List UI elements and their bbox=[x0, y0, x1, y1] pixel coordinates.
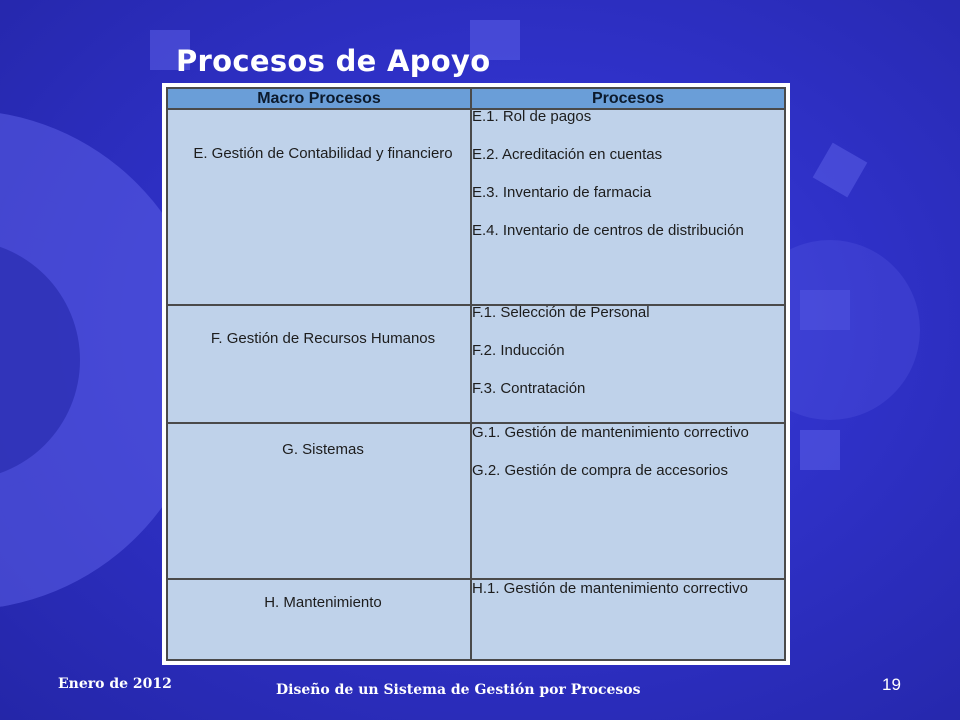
macro-label: E. Gestión de Contabilidad y financiero bbox=[193, 145, 453, 162]
process-item: E.2. Acreditación en cuentas bbox=[472, 146, 663, 163]
process-cell bbox=[471, 109, 785, 305]
footer-title: Diseño de un Sistema de Gestión por Procesos bbox=[276, 682, 641, 698]
macro-cell bbox=[167, 109, 471, 305]
process-table bbox=[166, 87, 786, 661]
macro-cell bbox=[167, 305, 471, 423]
process-item: E.3. Inventario de farmacia bbox=[472, 184, 652, 201]
process-item: F.1. Selección de Personal bbox=[472, 304, 650, 321]
process-item: E.4. Inventario de centros de distribución bbox=[472, 222, 744, 239]
process-item: G.2. Gestión de compra de accesorios bbox=[472, 462, 728, 479]
process-item: G.1. Gestión de mantenimiento correctivo bbox=[472, 424, 749, 441]
process-item: E.1. Rol de pagos bbox=[472, 108, 592, 125]
header-macro-procesos: Macro Procesos bbox=[167, 88, 471, 109]
footer-date: Enero de 2012 bbox=[58, 676, 172, 692]
macro-label: G. Sistemas bbox=[282, 441, 364, 458]
macro-cell bbox=[167, 423, 471, 579]
macro-label: H. Mantenimiento bbox=[264, 594, 382, 611]
header-procesos: Procesos bbox=[471, 88, 785, 109]
process-cell bbox=[471, 423, 785, 579]
table-row bbox=[167, 109, 785, 305]
table-row bbox=[167, 423, 785, 579]
slide-title: Procesos de Apoyo bbox=[176, 44, 491, 78]
table-row bbox=[167, 579, 785, 660]
macro-cell bbox=[167, 579, 471, 660]
process-table-frame bbox=[162, 83, 790, 665]
table-row bbox=[167, 305, 785, 423]
process-cell bbox=[471, 305, 785, 423]
process-item: F.3. Contratación bbox=[472, 380, 586, 397]
process-item: H.1. Gestión de mantenimiento correctivo bbox=[472, 580, 748, 597]
macro-label: F. Gestión de Recursos Humanos bbox=[210, 330, 436, 347]
process-item: F.2. Inducción bbox=[472, 342, 565, 359]
page-number: 19 bbox=[882, 675, 901, 694]
process-cell bbox=[471, 579, 785, 660]
